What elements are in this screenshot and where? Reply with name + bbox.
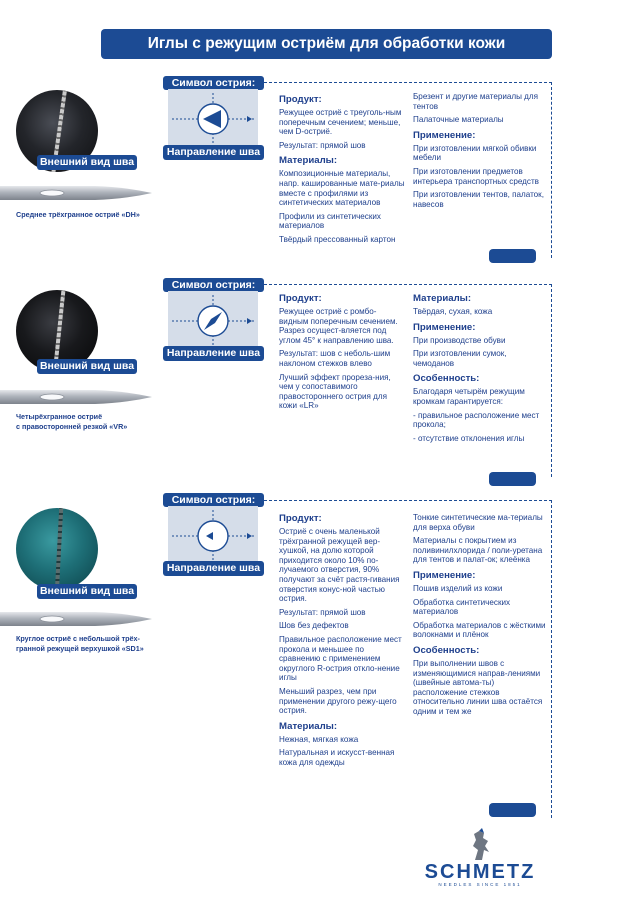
paragraph: Натуральная и искусст-венная кожа для одежды [279, 748, 395, 767]
paragraph: Остриё с очень маленькой трёхгранной режущей вер-хушкой, на долю которой приходится около 10% по-лучаемого отверстия, 90% получают за счёт растя-гивания отверстия конус-ной частью острия. [279, 527, 400, 604]
needle-sd1-image [0, 604, 160, 634]
logo-wordmark: SCHMETZ [424, 861, 536, 883]
direction-label: Направление шва [163, 561, 264, 576]
section-heading: Материалы: [413, 293, 472, 304]
materials-column [413, 513, 548, 721]
paragraph: При изготовлении предметов интерьера транспортных средств [413, 166, 539, 186]
product-column [279, 513, 405, 771]
section-heading: Особенность: [413, 644, 480, 656]
paragraph: При изготовлении тентов, палаток, навесов [413, 190, 544, 209]
paragraph: Нежная, мягкая кожа [279, 734, 359, 744]
section-heading: Продукт: [279, 94, 322, 105]
needle-caption: Круглое остриё с небольшой трёх- гранной режущей верхушкой «SD1» [16, 634, 144, 653]
seam-photo [16, 508, 98, 590]
paragraph: Профили из синтетических материалов [279, 211, 381, 231]
needle-vr-image [0, 382, 160, 412]
paragraph: Материалы с покрытием из поливинилхлорида / поли-уретана для тентов и палат-ок; клеёнка [413, 536, 543, 565]
paragraph: Композиционные материалы, напр. кашированные мате-риалы вместе с профилями из синтетических материалов [279, 169, 405, 208]
product-column [279, 293, 405, 415]
page-title: Иглы с режущим остриём для обработки кожи [101, 29, 552, 59]
needle-dh-image [0, 178, 160, 208]
section-heading: Материалы: [279, 720, 338, 732]
section-heading: Материалы: [279, 155, 338, 167]
seam-label: Внешний вид шва [37, 359, 137, 374]
seam-label: Внешний вид шва [37, 155, 137, 170]
direction-label: Направление шва [163, 145, 264, 160]
section-heading: Продукт: [279, 293, 322, 304]
materials-column [413, 92, 548, 213]
section-end-marker [489, 472, 536, 486]
paragraph: Режущее остриё с треуголь-ным поперечным сечением; меньше, чем D-остриё. [279, 108, 402, 137]
section-heading: Применение: [413, 321, 476, 333]
section-heading: Применение: [413, 569, 476, 581]
paragraph: Брезент и другие материалы для тентов [413, 92, 539, 111]
paragraph: Шов без дефектов [279, 621, 349, 631]
paragraph: Результат: шов с неболь-шим наклоном стежков влево [279, 349, 391, 368]
paragraph: Твёрдая, сухая, кожа [413, 307, 493, 316]
paragraph: Обработка синтетических материалов [413, 597, 511, 617]
paragraph: При производстве обуви [413, 335, 506, 345]
section-end-marker [489, 249, 536, 263]
point-symbol-vr [168, 291, 258, 351]
paragraph: При выполнении швов с изменяющимися направ-лениями (швейные автома-ты) расположение стежков относительно линии шва остаётся одним и тем же [413, 658, 543, 716]
paragraph: Результат: прямой шов [279, 140, 366, 150]
paragraph: Тонкие синтетические ма-териалы для верха обуви [413, 513, 543, 532]
point-symbol-sd1 [168, 506, 258, 566]
section-heading: Применение: [413, 129, 476, 141]
section-heading: Продукт: [279, 513, 322, 524]
symbol-label: Символ острия: [163, 493, 264, 507]
product-column [279, 94, 405, 249]
paragraph: Обработка материалов с жёсткими волокнами и плёнок [413, 620, 546, 640]
paragraph: Пошив изделий из кожи [413, 583, 503, 593]
paragraph: Лучший эффект прореза-ния, чем у сопоставимого правостороннего острия для кожи «LR» [279, 372, 391, 411]
needle-caption: Четырёхгранное остриё с правосторонней резкой «VR» [16, 412, 128, 431]
paragraph: - правильное расположение мест прокола; [413, 410, 540, 430]
paragraph: Меньший разрез, чем при применении другого режу-щего острия. [279, 686, 397, 716]
seam-label: Внешний вид шва [37, 584, 137, 599]
paragraph: При изготовлении сумок, чемоданов [413, 349, 507, 368]
direction-label: Направление шва [163, 346, 264, 361]
needle-caption: Среднее трёхгранное остриё «DH» [16, 210, 140, 219]
paragraph: Благодаря четырём режущим кромкам гарантируется: [413, 387, 525, 406]
paragraph: Режущее остриё с ромбо-видным поперечным сечением. Разрез осущест-вляется под углом 45° к направлению шва. [279, 307, 398, 345]
point-symbol-dh [168, 89, 258, 149]
paragraph: - отсутствие отклонения иглы [413, 433, 525, 443]
paragraph: При изготовлении мягкой обивки мебели [413, 143, 537, 163]
symbol-label: Символ острия: [163, 278, 264, 292]
materials-column [413, 293, 548, 447]
symbol-label: Символ острия: [163, 76, 264, 90]
paragraph: Палаточные материалы [413, 115, 504, 125]
section-end-marker [489, 803, 536, 817]
paragraph: Результат: прямой шов [279, 607, 366, 617]
section-heading: Особенность: [413, 373, 480, 385]
logo-tagline: NEEDLES SINCE 1851 [438, 882, 522, 887]
schmetz-logo [400, 828, 560, 890]
paragraph: Правильное расположение мест прокола и меньшее по сравнению с применением округлого R-острия откло-нение иглы [279, 634, 402, 683]
paragraph: Твёрдый прессованный картон [279, 234, 396, 244]
griffin-emblem-icon [465, 828, 495, 862]
